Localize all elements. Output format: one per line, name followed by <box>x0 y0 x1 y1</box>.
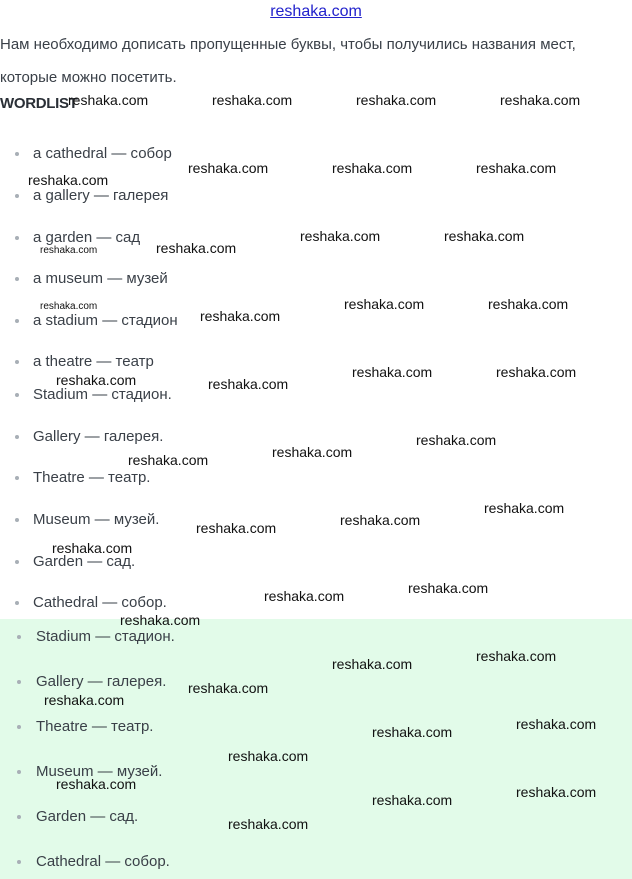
watermark: reshaka.com <box>68 92 149 108</box>
watermark: reshaka.com <box>188 680 269 696</box>
watermark: reshaka.com <box>496 364 577 380</box>
watermark: reshaka.com <box>340 512 421 528</box>
watermark: reshaka.com <box>40 245 98 256</box>
list-item-text: Theatre — театр. <box>36 718 154 735</box>
list-item-text: Stadium — стадион. <box>33 386 172 403</box>
watermark: reshaka.com <box>516 716 597 732</box>
bullet-icon <box>15 393 19 397</box>
list-item-text: Cathedral — собор. <box>36 853 170 870</box>
list-item-text: a museum — музей <box>33 270 168 287</box>
watermark: reshaka.com <box>444 228 525 244</box>
bullet-icon <box>17 680 21 684</box>
list-item-text: Theatre — театр. <box>33 469 151 486</box>
site-header-link[interactable]: reshaka.com <box>270 3 362 20</box>
bullet-icon <box>15 476 19 480</box>
watermark: reshaka.com <box>344 296 425 312</box>
list-item-text: a cathedral — собор <box>33 145 172 162</box>
bullet-icon <box>15 319 19 323</box>
list-item-text: Garden — сад. <box>36 808 139 825</box>
watermark: reshaka.com <box>332 656 413 672</box>
watermark: reshaka.com <box>128 452 209 468</box>
task-description: Нам необходимо дописать пропущенные буквы, чтобы получились названия мест, которые можно посетить. <box>0 36 576 86</box>
bullet-icon <box>15 277 19 281</box>
bullet-icon <box>15 560 19 564</box>
watermark: reshaka.com <box>188 160 269 176</box>
list-item-text: Gallery — галерея. <box>36 673 167 690</box>
watermark: reshaka.com <box>372 724 453 740</box>
watermark: reshaka.com <box>272 444 353 460</box>
list-item-text: Museum — музей. <box>36 763 163 780</box>
watermark: reshaka.com <box>488 296 569 312</box>
list-item-text: Garden — сад. <box>33 553 136 570</box>
wordlist-heading: WORDLIST <box>0 95 78 112</box>
bullet-icon <box>15 236 19 240</box>
watermark: reshaka.com <box>484 500 565 516</box>
watermark: reshaka.com <box>476 160 557 176</box>
bullet-icon <box>15 194 19 198</box>
watermark: reshaka.com <box>28 172 109 188</box>
watermark: reshaka.com <box>516 784 597 800</box>
watermark: reshaka.com <box>356 92 437 108</box>
watermark: reshaka.com <box>352 364 433 380</box>
watermark: reshaka.com <box>120 612 201 628</box>
list-item-text: Cathedral — собор. <box>33 594 167 611</box>
bullet-icon <box>15 152 19 156</box>
bullet-icon <box>15 601 19 605</box>
watermark: reshaka.com <box>476 648 557 664</box>
watermark: reshaka.com <box>372 792 453 808</box>
watermark: reshaka.com <box>228 816 309 832</box>
watermark: reshaka.com <box>208 376 289 392</box>
watermark: reshaka.com <box>40 301 98 312</box>
list-item-text: a gallery — галерея <box>33 187 169 204</box>
watermark: reshaka.com <box>416 432 497 448</box>
bullet-icon <box>15 435 19 439</box>
watermark: reshaka.com <box>228 748 309 764</box>
bullet-icon <box>17 725 21 729</box>
watermark: reshaka.com <box>200 308 281 324</box>
bullet-icon <box>17 770 21 774</box>
bullet-icon <box>17 635 21 639</box>
bullet-icon <box>15 518 19 522</box>
bullet-icon <box>17 815 21 819</box>
list-item-text: a stadium — стадион <box>33 312 178 329</box>
watermark: reshaka.com <box>264 588 345 604</box>
list-item-text: Museum — музей. <box>33 511 160 528</box>
watermark: reshaka.com <box>212 92 293 108</box>
watermark: reshaka.com <box>56 776 137 792</box>
watermark: reshaka.com <box>500 92 581 108</box>
bullet-icon <box>15 360 19 364</box>
watermark: reshaka.com <box>44 692 125 708</box>
list-item-text: Stadium — стадион. <box>36 628 175 645</box>
watermark: reshaka.com <box>196 520 277 536</box>
list-item-text: a theatre — театр <box>33 353 154 370</box>
watermark: reshaka.com <box>300 228 381 244</box>
watermark: reshaka.com <box>52 540 133 556</box>
watermark: reshaka.com <box>332 160 413 176</box>
bullet-icon <box>17 860 21 864</box>
list-item-text: Gallery — галерея. <box>33 428 164 445</box>
list-item-text: a garden — сад <box>33 229 141 246</box>
watermark: reshaka.com <box>56 372 137 388</box>
watermark: reshaka.com <box>156 240 237 256</box>
watermark: reshaka.com <box>408 580 489 596</box>
